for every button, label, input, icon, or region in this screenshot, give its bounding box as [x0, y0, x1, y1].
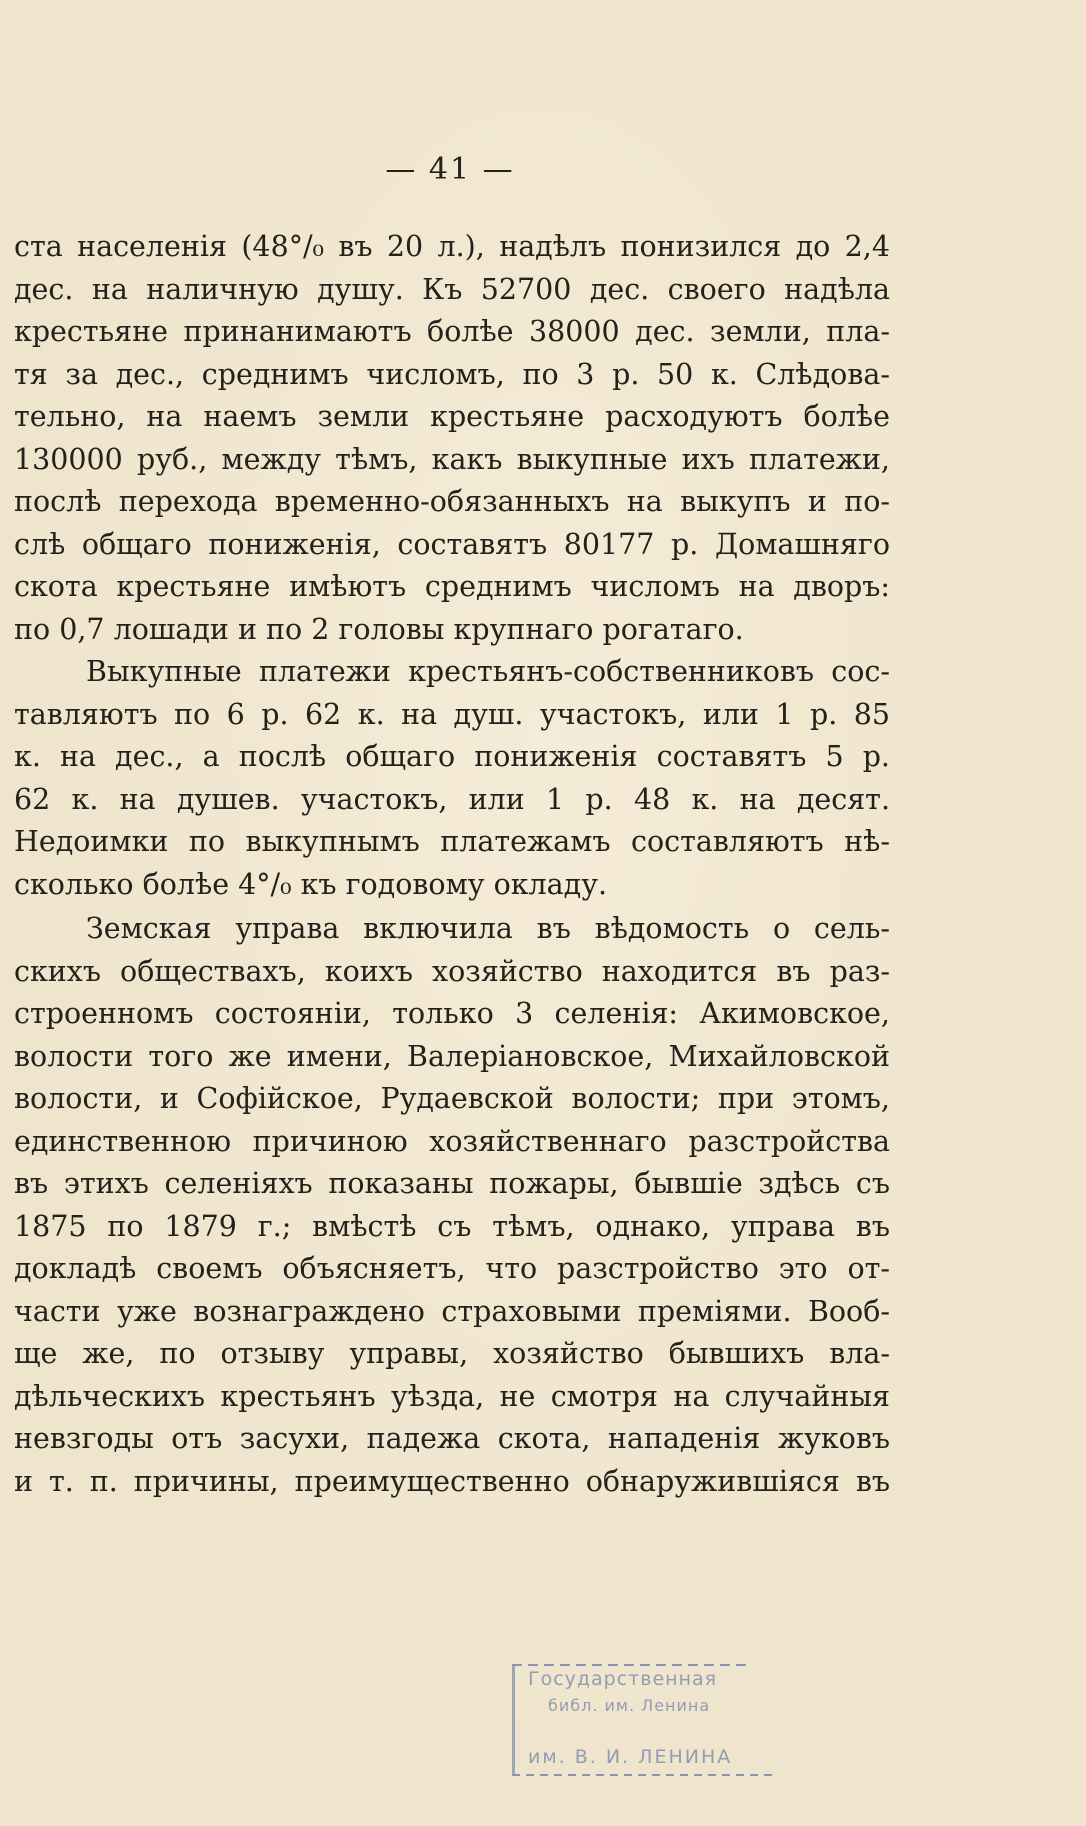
- stamp-border: [512, 1666, 515, 1776]
- text-line: ста населенія (48°/₀ въ 20 л.), надѣлъ понизился до 2,4: [14, 230, 890, 263]
- text-line: тельно, на наемъ земли крестьяне расходуютъ болѣе: [14, 400, 890, 433]
- text-line: волости, и Софійское, Рудаевской волости; при этомъ,: [14, 1082, 890, 1115]
- text-line: волости того же имени, Валеріановское, Михайловской: [14, 1039, 890, 1073]
- text-line: тя за дес., среднимъ числомъ, по 3 р. 50 к. Слѣдова-: [14, 357, 890, 391]
- text-line: въ этихъ селеніяхъ показаны пожары, бывшіе здѣсь съ: [14, 1167, 890, 1200]
- stamp-text: Государственная: [528, 1668, 718, 1690]
- text-line: докладѣ своемъ объясняетъ, что разстройство это от-: [14, 1252, 890, 1285]
- text-line: строенномъ состояніи, только 3 селенія: Акимовское,: [14, 997, 890, 1030]
- text-line: части уже вознаграждено страховыми преміями. Вооб-: [14, 1294, 890, 1328]
- text-line: к. на дес., а послѣ общаго пониженія составятъ 5 р.: [14, 740, 890, 773]
- text-line: скихъ обществахъ, коихъ хозяйство находится въ раз-: [14, 954, 890, 988]
- text-line: тавляютъ по 6 р. 62 к. на душ. участокъ, или 1 р. 85: [14, 697, 890, 731]
- text-line: ще же, по отзыву управы, хозяйство бывшихъ вла-: [14, 1337, 890, 1370]
- text-line: 62 к. на душев. участокъ, или 1 р. 48 к. на десят.: [14, 782, 890, 816]
- text-line: скота крестьяне имѣютъ среднимъ числомъ на дворъ:: [14, 570, 890, 603]
- stamp-text: им. В. И. ЛЕНИНА: [528, 1746, 733, 1768]
- text-line: слѣ общаго пониженія, составятъ 80177 р. Домашняго: [14, 527, 890, 561]
- text-line: Недоимки по выкупнымъ платежамъ составляютъ нѣ-: [14, 825, 890, 858]
- text-line: дѣльческихъ крестьянъ уѣзда, не смотря на случайныя: [14, 1379, 890, 1413]
- text-line: дес. на наличную душу. Къ 52700 дес. своего надѣла: [14, 272, 890, 306]
- text-line: крестьяне принанимаютъ болѣе 38000 дес. земли, пла-: [14, 315, 890, 348]
- page-number: — 41 —: [385, 152, 515, 187]
- paragraph-start-line: Земская управа включила въ вѣдомость о сель-: [86, 912, 890, 945]
- stamp-border: [512, 1664, 752, 1666]
- text-line: и т. п. причины, преимущественно обнаружившіяся въ: [14, 1464, 890, 1498]
- text-line: невзгоды отъ засухи, падежа скота, нападенія жуковъ: [14, 1422, 890, 1455]
- body-text: [14, 226, 890, 1503]
- stamp-text: библ. им. Ленина: [548, 1696, 711, 1715]
- stamp-border: [512, 1774, 772, 1776]
- text-line: сколько болѣе 4°/₀ къ годовому окладу.: [14, 867, 608, 901]
- library-stamp: [512, 1658, 782, 1778]
- text-line: единственною причиною хозяйственнаго разстройства: [14, 1124, 890, 1158]
- text-line: по 0,7 лошади и по 2 головы крупнаго рогатаго.: [14, 612, 744, 646]
- text-line: 130000 руб., между тѣмъ, какъ выкупные ихъ платежи,: [14, 442, 890, 476]
- text-line: 1875 по 1879 г.; вмѣстѣ съ тѣмъ, однако, управа въ: [14, 1209, 890, 1243]
- text-line: послѣ перехода временно-обязанныхъ на выкупъ и по-: [14, 485, 890, 518]
- paragraph-start-line: Выкупные платежи крестьянъ-собственниковъ сос-: [86, 655, 890, 688]
